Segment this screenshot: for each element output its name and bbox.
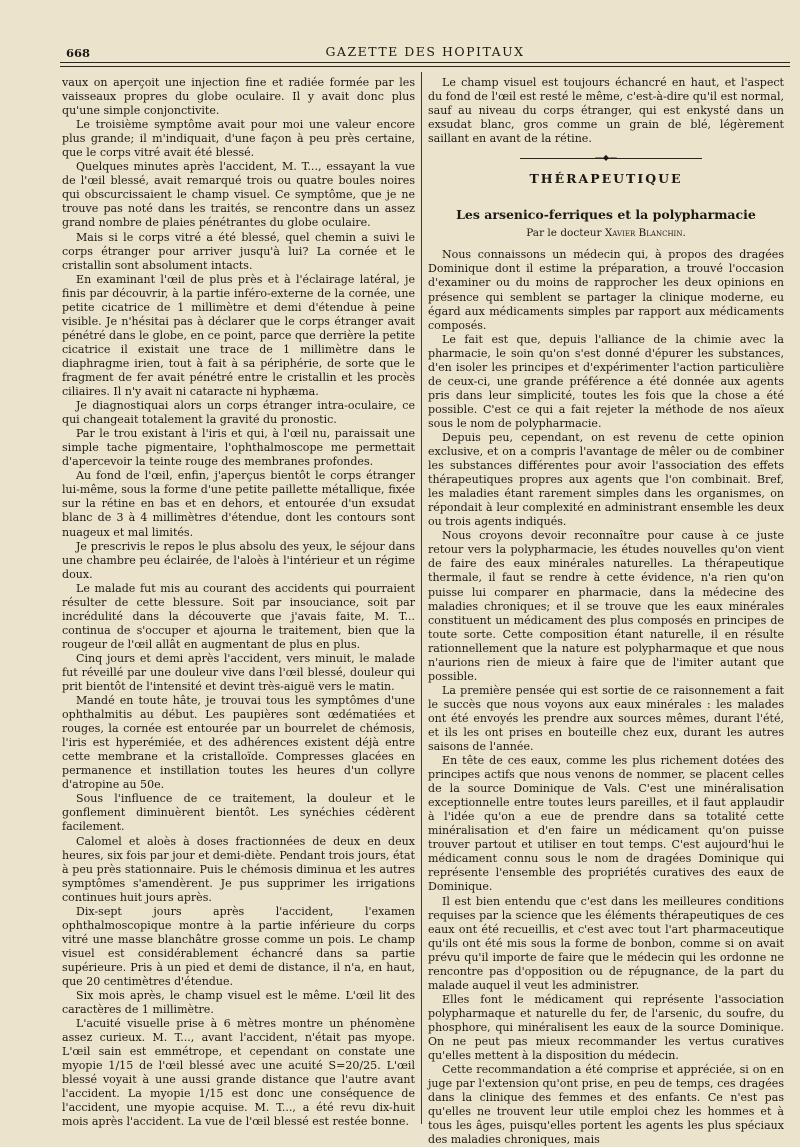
section-title: THÉRAPEUTIQUE: [529, 171, 683, 187]
paragraph: En examinant l'œil de plus près et à l'éclairage latéral, je finis par découvrir, à la partie inféro-externe de la cornée, une petite cicatrice de 1 millimètre et demi d'étendue à peine visible. Je n'hésitai pas à déclarer que le corps étranger avait pénétré dans le globe, en ce point, parce que derrière la petite cicatrice il existait une trace de 1 millimètre dans le diaphragme irien, tout à fait à sa périphérie, de sorte que le fragment de fer avait pénétré entre le cristallin et les procès ciliaires. Il n'y avait ni cataracte ni hyphæma.: [62, 272, 415, 399]
paragraph: Sous l'influence de ce traitement, la douleur et le gonflement diminuèrent bientôt. Les synéchies cédèrent facilement.: [62, 792, 415, 834]
byline: [428, 226, 784, 240]
paragraph: Le champ visuel est toujours échancré en haut, et l'aspect du fond de l'œil est resté le même, c'est-à-dire qu'il est normal, sauf au niveau du corps étranger, qui est enkysté dans un exsudat blanc, gros comme un grain de blé, légèrement saillant en avant de la rétine.: [428, 76, 784, 146]
paragraph: La première pensée qui est sortie de ce raisonnement a fait le succès que nous voyons aux eaux minérales : les malades ont été envoyés les prendre aux sources mêmes, durant l'été, et ils les ont prises en bouteille chez eux, durant les autres saisons de l'année.: [428, 683, 784, 754]
paragraph: Au fond de l'œil, enfin, j'aperçus bientôt le corps étranger lui-même, sous la forme d'une petite paillette métallique, fixée sur la rétine en bas et en dehors, et entourée d'un exsudat blanc de 3 à 4 millimètres d'étendue, dont les contours sont nuageux et mal limités.: [62, 469, 415, 539]
paragraph: Cette recommandation a été comprise et appréciée, si on en juge par l'extension qu'ont prise, en peu de temps, ces dragées dans la clinique des femmes et des enfants. Ce n'est pas qu'elles ne trouvent leur utile emploi chez les hommes et à tous les âges, puisqu'elles portent les agents les plus spéciaux des maladies chroniques, mais: [428, 1063, 784, 1147]
paragraph: Mandé en toute hâte, je trouvai tous les symptômes d'une ophthalmitis au début. Les paupières sont œdématiées et rouges, la cornée est entourée par un bourrelet de chémosis, l'iris est hyperémiée, et des adhérences existent déjà entre cette membrane et la cristalloïde. Compresses glacées en permanence et instillation toutes les heures d'un collyre d'atropine au 50e.: [62, 694, 415, 792]
paragraph: Six mois après, le champ visuel est le même. L'œil lit des caractères de 1 millimètre.: [62, 989, 415, 1017]
paragraph: Calomel et aloès à doses fractionnées de deux en deux heures, six fois par jour et demi-diète. Pendant trois jours, état à peu près stationnaire. Puis le chémosis diminua et les autres symptômes s'amendèrent. Je pus supprimer les irrigations continues huit jours après.: [62, 834, 415, 904]
header-rule: [60, 62, 790, 63]
section-separator: [428, 152, 784, 168]
paragraph: Le fait est que, depuis l'alliance de la chimie avec la pharmacie, le soin qu'on s'est donné d'épurer les substances, d'en isoler les principes et d'expérimenter l'action particulière de ceux-ci, une grande préférence a été donnée aux agents pris dans leur simplicité, toutes les fois que la chose a été possible. C'est ce qui a fait rejeter la méthode de nos aïeux sous le nom de polypharmacie.: [428, 332, 784, 430]
page-number: 668: [66, 46, 91, 60]
byline-prefix: Par le docteur: [526, 227, 602, 240]
header-rule-thin: [60, 66, 790, 67]
paragraph: Depuis peu, cependant, on est revenu de cette opinion exclusive, et on a compris l'avantage de mêler ou de combiner les substances différentes pour avoir l'association des effets thérapeutiques propres aux agents que l'on combinait. Bref, les maladies étant rarement simples dans les organismes, on répondait à leur complexité en administrant ensemble les deux ou trois agents indiqués.: [428, 430, 784, 529]
column-divider: [421, 72, 422, 1124]
paragraph: vaux on aperçoit une injection fine et radiée formée par les vaisseaux propres du globe oculaire. Il y avait donc plus qu'une simple conjonctivite.: [62, 76, 415, 118]
page-header: [60, 40, 790, 66]
paragraph: Nous croyons devoir reconnaître pour cause à ce juste retour vers la polypharmacie, les études nouvelles qu'on vient de faire des eaux minérales naturelles. La thérapeutique thermale, il faut se rendre à cette évidence, n'a rien qu'on puisse lui comparer en pharmacie, dans la médecine des maladies chroniques; et il se trouve que les eaux minérales constituent un médicament des plus composés en principes de toute sorte. Cette composition étant naturelle, il en résulte rationnellement que la nature est polypharmaque et que nous n'aurions rien de mieux à faire que de l'imiter autant que possible.: [428, 529, 784, 683]
paragraph: Le troisième symptôme avait pour moi une valeur encore plus grande; il m'indiquait, d'une façon à peu près certaine, que le corps vitré avait été blessé.: [62, 118, 415, 160]
paragraph: Nous connaissons un médecin qui, à propos des dragées Dominique dont il estime la préparation, a trouvé l'occasion d'examiner ou du moins de rapprocher les deux opinions en présence qui semblent se partager la clinique moderne, eu égard aux médicaments simples par rapport aux médicaments composés.: [428, 248, 784, 332]
paragraph: Quelques minutes après l'accident, M. T..., essayant la vue de l'œil blessé, avait remarqué trois ou quatre boules noires qui obscurcissaient le champ visuel. Ce symptôme, que je ne trouve pas noté dans les traités, se rencontre dans un assez grand nombre de plaies pénétrantes du globe oculaire.: [62, 160, 415, 230]
paragraph: Mais si le corps vitré a été blessé, quel chemin a suivi le corps étranger pour arriver jusqu'à lui? La cornée et le cristallin sont absolument intacts.: [62, 230, 415, 272]
paragraph: Je diagnostiquai alors un corps étranger intra-oculaire, ce qui changeait totalement la gravité du pronostic.: [62, 399, 415, 427]
paragraph: Dix-sept jours après l'accident, l'examen ophthalmoscopique montre à la partie inférieure du corps vitré une masse blanchâtre grosse comme un pois. Le champ visuel est considérablement échancré dans sa partie supérieure. Pris à un pied et demi de distance, il n'a, en haut, que 20 centimètres d'étendue.: [62, 904, 415, 988]
paragraph: Par le trou existant à l'iris et qui, à l'œil nu, paraissait une simple tache pigmentaire, l'ophthalmoscope me permettait d'apercevoir la teinte rouge des membranes profondes.: [62, 427, 415, 469]
article-title: Les arsenico-ferriques et la polypharmacie: [456, 207, 756, 223]
paragraph: Je prescrivis le repos le plus absolu des yeux, le séjour dans une chambre peu éclairée, de l'aloès à l'intérieur et un régime doux.: [62, 539, 415, 581]
right-column: [428, 76, 784, 1147]
paragraph: L'acuité visuelle prise à 6 mètres montre un phénomène assez curieux. M. T..., avant l'accident, n'était pas myope. L'œil sain est emmétrope, et cependant on constate une myopie 1/15 de l'œil blessé avec une acuité S=20/25. L'œil blessé voyait à une aussi grande distance que l'autre avant l'accident. La myopie 1/15 est donc une conséquence de l'accident, une myopie acquise. M. T..., a été revu dix-huit mois après l'accident. La vue de l'œil blessé est restée bonne.: [62, 1017, 415, 1129]
journal-title: GAZETTE DES HOPITAUX: [325, 44, 525, 59]
paragraph: Il est bien entendu que c'est dans les meilleures conditions requises par la science que les éléments thérapeutiques de ces eaux ont été recueillis, et c'est avec tout l'art pharmaceutique qu'ils ont été mis sous la forme de bonbon, comme si on avait prévu qu'il importe de faire que le médecin qui les ordonne ne rencontre pas d'opposition ou de répugnance, de la part du malade auquel il veut les administrer.: [428, 894, 784, 992]
paragraph: En tête de ces eaux, comme les plus richement dotées des principes actifs que nous venons de nommer, se placent celles de la source Dominique de Vals. C'est une minéralisation exceptionnelle entre toutes leurs pareilles, et il faut applaudir à l'idée qu'on a eue de prendre dans sa totalité cette minéralisation et d'en faire un médicament qu'on puisse trouver partout et utiliser en tout temps. C'est aujourd'hui le médicament connu sous le nom de dragées Dominique qui représente l'ensemble des propriétés curatives des eaux de Dominique.: [428, 754, 784, 894]
left-column: [62, 76, 415, 1130]
paragraph: Elles font le médicament qui représente l'association polypharmaque et naturelle du fer, de l'arsenic, du soufre, du phosphore, qui minéralisent les eaux de la source Dominique. On ne peut pas mieux recommander les vertus curatives qu'elles mettent à la disposition du médecin.: [428, 992, 784, 1063]
ornament-icon: —◆—: [594, 153, 618, 163]
paragraph: Cinq jours et demi après l'accident, vers minuit, le malade fut réveillé par une douleur vive dans l'œil blessé, douleur qui prit bientôt de l'intensité et devint très-aiguë vers le matin.: [62, 651, 415, 694]
byline-author: Xavier Blanchin.: [604, 227, 686, 240]
paragraph: Le malade fut mis au courant des accidents qui pourraient résulter de cette blessure. Soit par insouciance, soit par incrédulité dans la découverte que j'avais faite, M. T... continua de s'occuper et ajourna le traitement, bien que la rougeur de l'œil allât en augmentant de plus en plus.: [62, 581, 415, 651]
